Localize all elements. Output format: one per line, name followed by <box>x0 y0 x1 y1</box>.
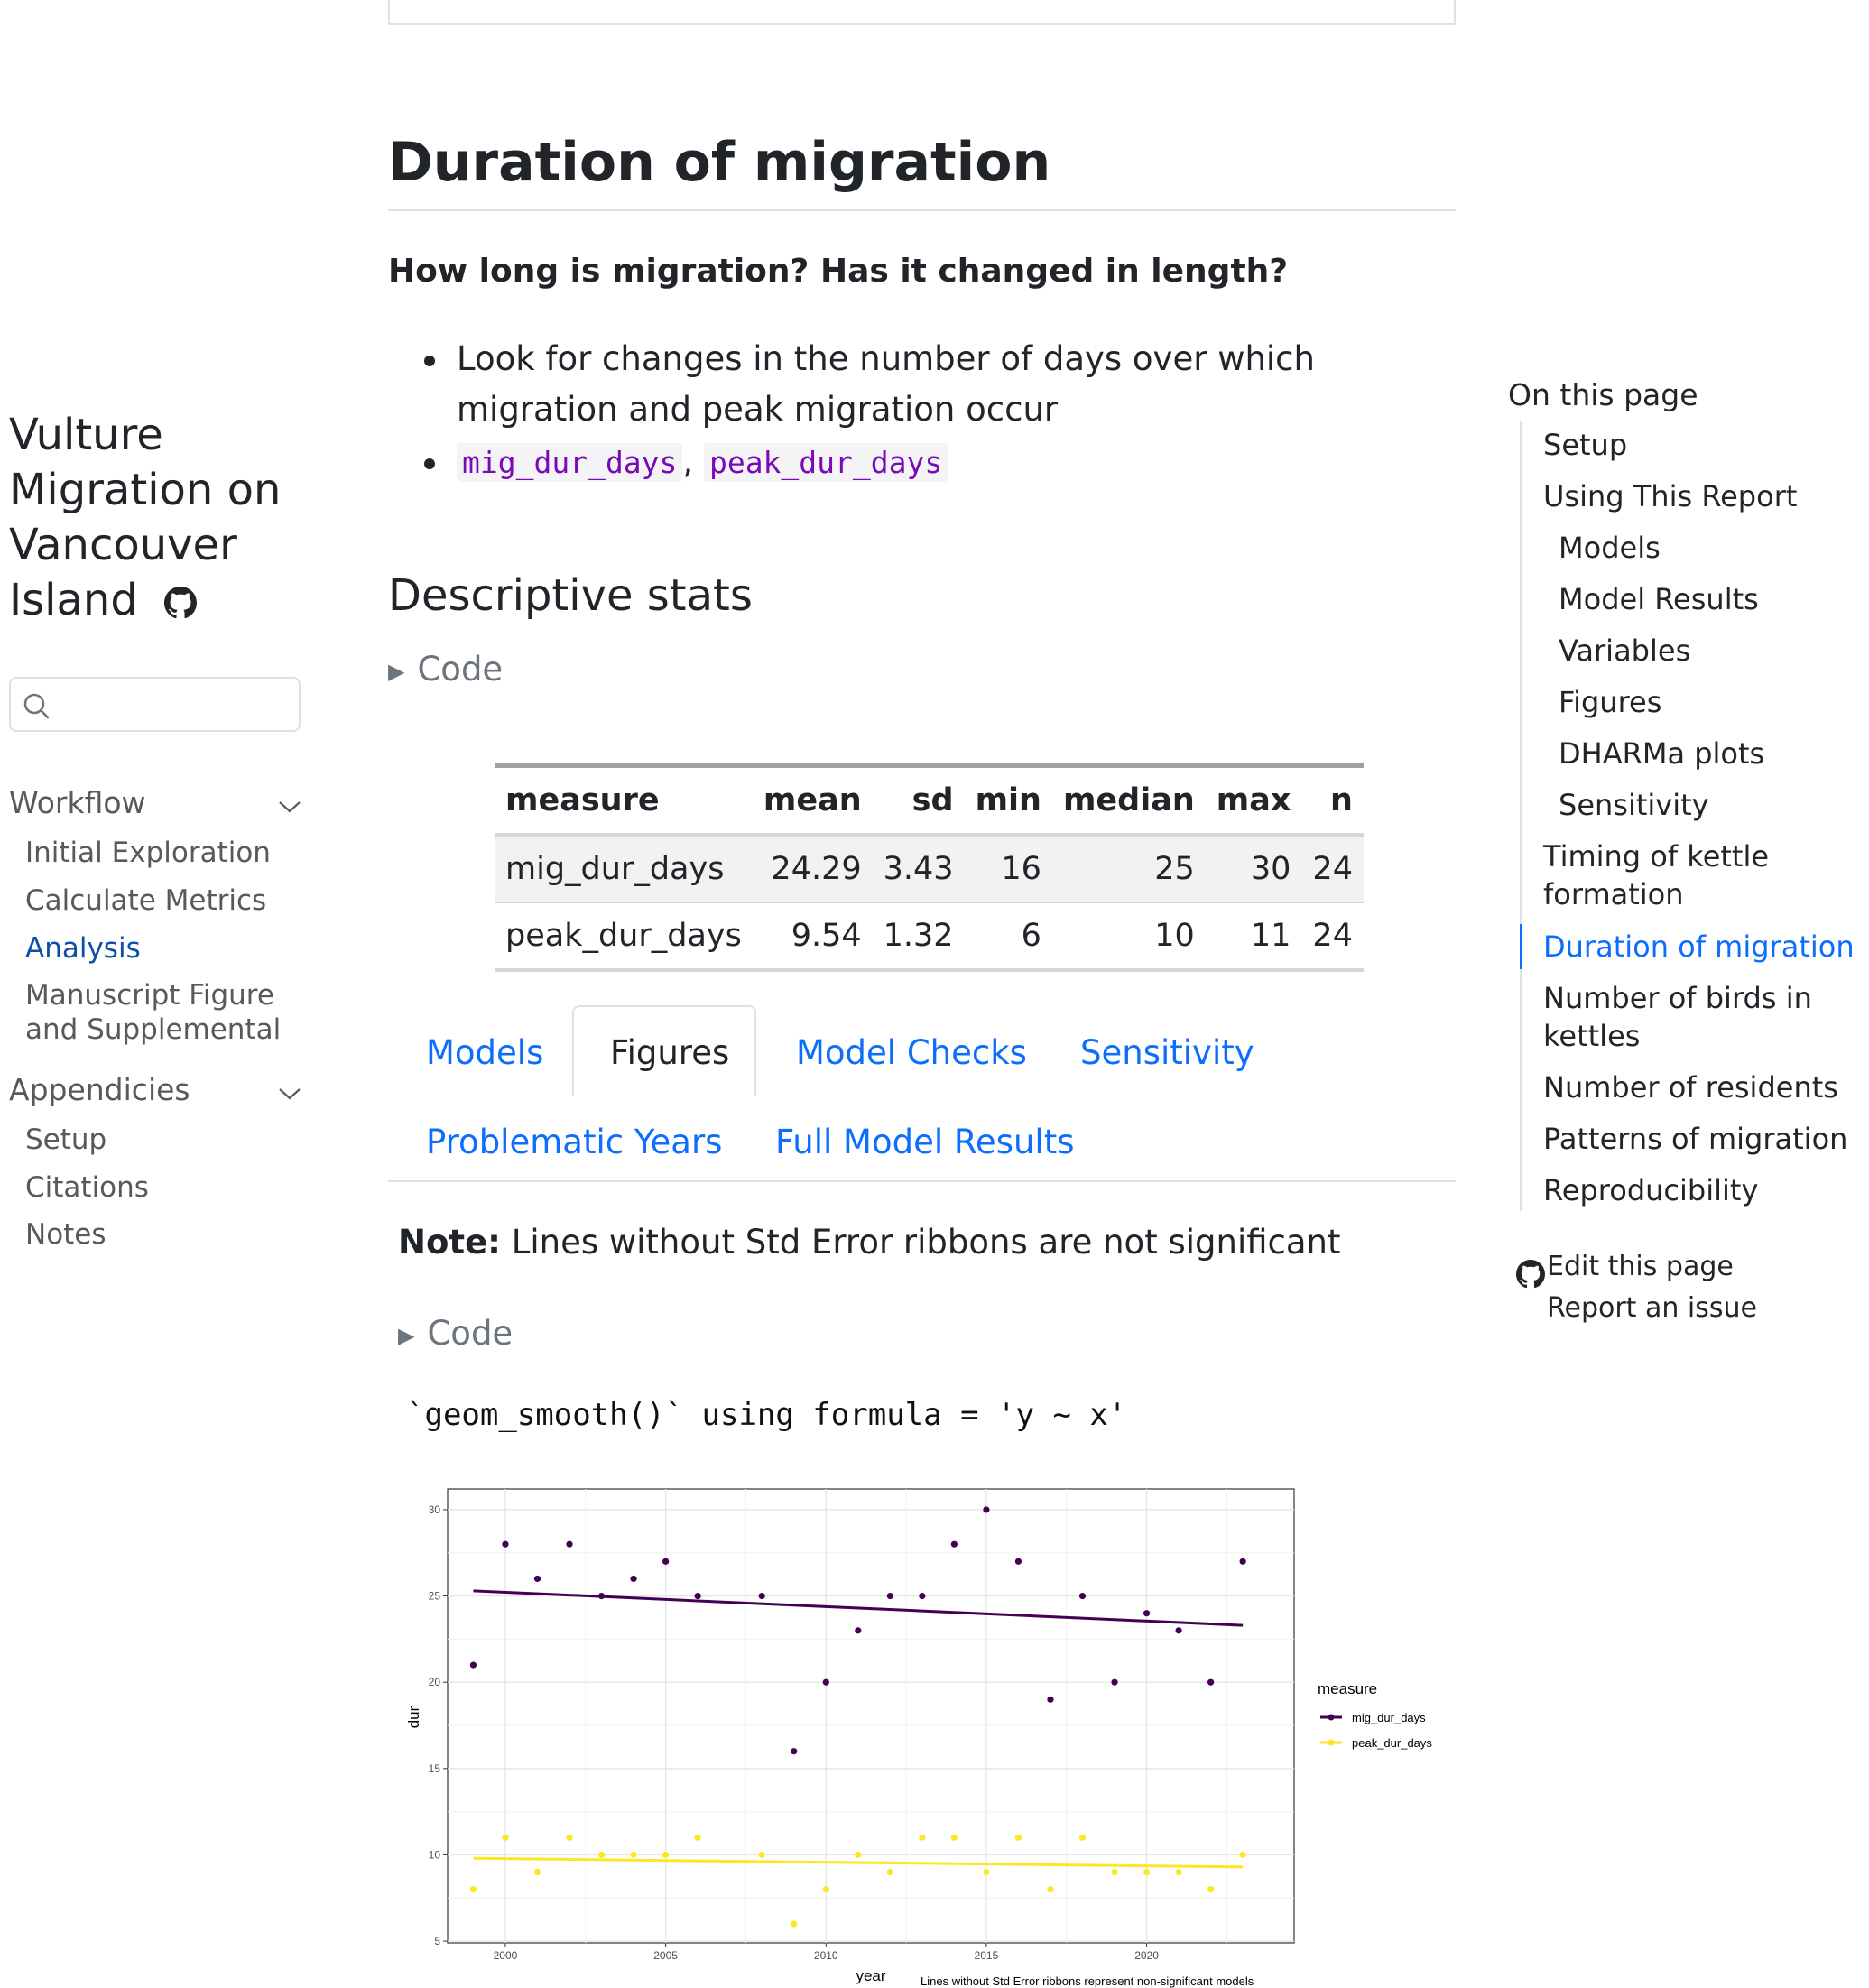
column-header: sd <box>911 782 954 818</box>
nav-item-calculate-metrics[interactable]: Calculate Metrics <box>25 884 267 917</box>
data-point-peak_dur_days <box>1240 1852 1246 1858</box>
data-point-mig_dur_days <box>695 1593 701 1599</box>
edit-this-page-link[interactable]: Edit this page <box>1547 1251 1734 1282</box>
legend-label-peak: peak_dur_days <box>1352 1736 1432 1750</box>
table-cell: 6 <box>1021 918 1041 954</box>
legend <box>1318 1680 1432 1750</box>
column-header: max <box>1216 782 1291 818</box>
data-point-peak_dur_days <box>1047 1886 1053 1892</box>
table-cell: 16 <box>1001 851 1041 887</box>
table-cell: 3.43 <box>883 851 954 887</box>
data-point-mig_dur_days <box>598 1593 605 1599</box>
data-point-peak_dur_days <box>662 1852 669 1858</box>
data-point-peak_dur_days <box>598 1852 605 1858</box>
x-tick-label: 2015 <box>974 1949 999 1962</box>
search-input[interactable] <box>61 688 291 722</box>
table-cell: 24 <box>1312 918 1353 954</box>
section-heading-descriptive-stats: Descriptive stats <box>388 570 753 621</box>
nav-item-manuscript-figure[interactable]: Manuscript Figure and Supplemental <box>25 979 282 1046</box>
table-cell: 24.29 <box>771 851 862 887</box>
bullet-dot <box>424 458 435 469</box>
y-tick-label: 15 <box>428 1761 440 1775</box>
chart-caption: Lines without Std Error ribbons represent non-significant models <box>921 1974 1254 1988</box>
data-point-mig_dur_days <box>630 1576 636 1582</box>
data-point-mig_dur_days <box>1079 1593 1086 1599</box>
toc-item-duration-of-migration[interactable]: Duration of migration <box>1543 929 1855 964</box>
tab-problematic-years[interactable]: Problematic Years <box>426 1123 723 1161</box>
legend-key-peak-dot <box>1328 1740 1335 1746</box>
toc-item-variables[interactable]: Variables <box>1559 633 1691 668</box>
list-item <box>424 334 1462 435</box>
toc-item-model-results[interactable]: Model Results <box>1559 582 1759 616</box>
note-label: Note: <box>398 1223 501 1262</box>
data-point-peak_dur_days <box>1079 1835 1086 1841</box>
code-fold-toggle[interactable] <box>388 650 503 689</box>
toc-active-indicator <box>1520 924 1522 969</box>
data-point-peak_dur_days <box>566 1835 572 1841</box>
data-point-mig_dur_days <box>887 1593 893 1599</box>
toc-item-dharma-plots[interactable]: DHARMa plots <box>1559 736 1765 771</box>
data-point-peak_dur_days <box>534 1869 541 1875</box>
tab-models[interactable]: Models <box>426 1033 544 1072</box>
data-point-peak_dur_days <box>695 1835 701 1841</box>
data-point-peak_dur_days <box>630 1852 636 1858</box>
disclosure-triangle-icon: ▶ <box>388 658 405 684</box>
data-point-mig_dur_days <box>662 1558 669 1565</box>
bullet-list <box>424 334 1462 488</box>
table-header-row <box>495 765 1364 835</box>
legend-label-mig: mig_dur_days <box>1352 1711 1426 1724</box>
chevron-down-icon[interactable] <box>278 1086 301 1101</box>
y-tick-label: 10 <box>428 1848 440 1862</box>
report-an-issue-link[interactable]: Report an issue <box>1547 1292 1757 1324</box>
note-body: Lines without Std Error ribbons are not significant <box>511 1223 1341 1262</box>
data-point-mig_dur_days <box>534 1576 541 1582</box>
toc-item-models[interactable]: Models <box>1559 531 1661 565</box>
data-point-mig_dur_days <box>1240 1558 1246 1565</box>
tab-full-model-results[interactable]: Full Model Results <box>775 1123 1075 1161</box>
data-point-mig_dur_days <box>951 1541 958 1548</box>
data-point-mig_dur_days <box>470 1661 477 1668</box>
data-point-mig_dur_days <box>566 1541 572 1548</box>
data-point-peak_dur_days <box>1143 1869 1150 1875</box>
table-row <box>495 835 1364 902</box>
github-icon <box>1516 1260 1545 1289</box>
tab-figures[interactable]: Figures <box>610 1033 730 1072</box>
bullet-separator: , <box>682 442 694 481</box>
y-axis-label: dur <box>405 1706 422 1729</box>
nav-item-setup[interactable]: Setup <box>25 1123 107 1156</box>
table-cell: 1.32 <box>883 918 954 954</box>
data-point-mig_dur_days <box>1207 1679 1214 1686</box>
page-title: Duration of migration <box>388 131 1051 194</box>
table-row <box>495 902 1364 970</box>
column-header: n <box>1330 782 1353 818</box>
data-point-mig_dur_days <box>791 1748 797 1754</box>
data-point-peak_dur_days <box>823 1886 829 1892</box>
data-point-peak_dur_days <box>759 1852 765 1858</box>
data-point-mig_dur_days <box>1015 1558 1022 1565</box>
table-cell: 11 <box>1250 918 1291 954</box>
data-point-mig_dur_days <box>502 1541 508 1548</box>
data-point-peak_dur_days <box>502 1835 508 1841</box>
data-point-peak_dur_days <box>791 1920 797 1927</box>
data-point-mig_dur_days <box>983 1506 989 1512</box>
toc-item-setup[interactable]: Setup <box>1543 428 1628 462</box>
search-icon <box>22 691 52 722</box>
x-axis-ticks <box>494 1943 1160 1962</box>
table-cell: 10 <box>1154 918 1195 954</box>
toc-item-sensitivity[interactable]: Sensitivity <box>1559 788 1709 822</box>
site-title[interactable] <box>9 408 307 628</box>
table-cell: 9.54 <box>791 918 862 954</box>
tab-model-checks[interactable]: Model Checks <box>796 1033 1027 1072</box>
data-point-peak_dur_days <box>1111 1869 1117 1875</box>
data-point-mig_dur_days <box>919 1593 925 1599</box>
note-text <box>398 1223 1341 1262</box>
data-point-peak_dur_days <box>951 1835 958 1841</box>
data-point-peak_dur_days <box>1175 1869 1181 1875</box>
data-point-mig_dur_days <box>823 1679 829 1686</box>
toc-title: On this page <box>1508 377 1698 412</box>
toc-item-number-of-birds-in-kettles[interactable]: Number of birds in kettles <box>1543 981 1812 1053</box>
nav-section-appendicies[interactable]: Appendicies <box>9 1072 190 1107</box>
tabs-divider <box>388 1180 1456 1182</box>
data-point-mig_dur_days <box>1175 1627 1181 1633</box>
previous-output-box <box>388 0 1456 25</box>
y-tick-label: 30 <box>428 1503 440 1516</box>
data-point-mig_dur_days <box>759 1593 765 1599</box>
toc-item-patterns-of-migration[interactable]: Patterns of migration <box>1543 1122 1848 1156</box>
table-cell: mig_dur_days <box>505 851 725 887</box>
x-tick-label: 2005 <box>653 1949 678 1962</box>
legend-title: measure <box>1318 1680 1378 1697</box>
section-question: How long is migration? Has it changed in length? <box>388 253 1289 290</box>
column-header: min <box>975 782 1041 818</box>
table-cell: peak_dur_days <box>505 918 742 954</box>
descriptive-stats-table <box>495 763 1364 972</box>
y-tick-label: 5 <box>434 1935 440 1948</box>
code-toggle-label: Code <box>417 650 504 689</box>
code-toggle-label: Code <box>427 1314 514 1353</box>
toc-item-reproducibility[interactable]: Reproducibility <box>1543 1173 1759 1207</box>
table-cell: 25 <box>1154 851 1195 887</box>
x-tick-label: 2020 <box>1134 1949 1159 1962</box>
column-header: measure <box>505 782 660 818</box>
nav-item-analysis[interactable]: Analysis <box>25 932 141 965</box>
data-point-peak_dur_days <box>1207 1886 1214 1892</box>
x-tick-label: 2010 <box>813 1949 838 1962</box>
legend-key-mig-dot <box>1328 1715 1335 1721</box>
table-cell: 24 <box>1312 851 1353 887</box>
toc-item-number-of-residents[interactable]: Number of residents <box>1543 1070 1838 1105</box>
data-point-peak_dur_days <box>983 1869 989 1875</box>
data-point-peak_dur_days <box>470 1886 477 1892</box>
data-point-peak_dur_days <box>919 1835 925 1841</box>
console-output: `geom_smooth()` using formula = 'y ~ x' <box>406 1397 1127 1433</box>
x-tick-label: 2000 <box>493 1949 518 1962</box>
y-axis-ticks <box>429 1503 448 1947</box>
data-point-mig_dur_days <box>1143 1610 1150 1616</box>
site-title-text[interactable]: Vulture Migration on Vancouver Island <box>9 410 282 625</box>
toc-item-using-this-report[interactable]: Using This Report <box>1543 479 1798 513</box>
y-tick-label: 20 <box>428 1676 440 1689</box>
y-tick-label: 25 <box>428 1589 440 1603</box>
code-fold-toggle[interactable] <box>398 1314 513 1353</box>
bullet-dot <box>424 356 435 366</box>
data-point-peak_dur_days <box>1015 1835 1022 1841</box>
data-point-mig_dur_days <box>1047 1697 1053 1703</box>
inline-code-mig: mig_dur_days <box>457 443 682 482</box>
nav-section-workflow[interactable]: Workflow <box>9 785 146 820</box>
toc-item-figures[interactable]: Figures <box>1559 685 1662 719</box>
github-icon[interactable] <box>164 587 197 619</box>
data-point-mig_dur_days <box>855 1627 861 1633</box>
disclosure-triangle-icon: ▶ <box>398 1322 415 1348</box>
bullet-text: Look for changes in the number of days over which migration and peak migration occur <box>457 339 1315 429</box>
nav-item-notes[interactable]: Notes <box>25 1218 106 1251</box>
x-axis-label: year <box>856 1967 886 1984</box>
column-header: mean <box>763 782 862 818</box>
title-divider <box>388 209 1456 211</box>
nav-item-initial-exploration[interactable]: Initial Exploration <box>25 837 271 869</box>
column-header: median <box>1062 782 1195 818</box>
inline-code-peak: peak_dur_days <box>704 443 948 482</box>
duration-scatter-chart <box>397 1466 1462 1985</box>
toc-rail <box>1520 421 1522 1211</box>
chevron-down-icon[interactable] <box>278 800 301 814</box>
tab-sensitivity[interactable]: Sensitivity <box>1080 1033 1254 1072</box>
search-box[interactable] <box>9 677 301 732</box>
data-point-peak_dur_days <box>887 1869 893 1875</box>
data-point-mig_dur_days <box>1111 1679 1117 1686</box>
data-point-peak_dur_days <box>855 1852 861 1858</box>
list-item <box>424 437 1462 488</box>
toc-item-timing-of-kettle-formation[interactable]: Timing of kettle formation <box>1543 839 1770 911</box>
table-cell: 30 <box>1250 851 1291 887</box>
plot-panel <box>448 1489 1294 1943</box>
nav-item-citations[interactable]: Citations <box>25 1171 149 1204</box>
